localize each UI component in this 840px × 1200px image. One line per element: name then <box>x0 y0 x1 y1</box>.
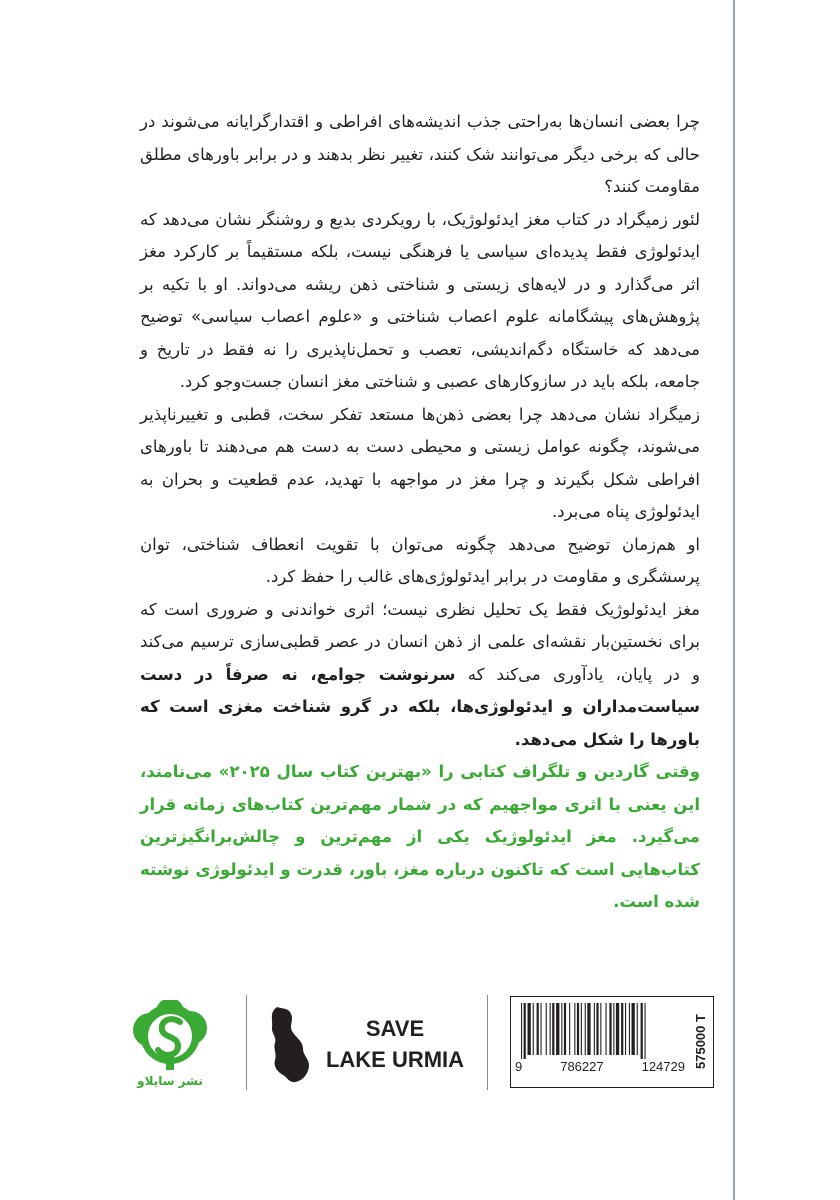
barcode-bar <box>581 1003 582 1055</box>
barcode-bar <box>637 1003 638 1055</box>
barcode-bar <box>596 1003 598 1055</box>
barcode-bar <box>556 1003 559 1055</box>
barcode-bar <box>561 1003 562 1055</box>
barcode-bar <box>621 1003 623 1055</box>
campaign-text <box>315 1013 475 1075</box>
barcode-bar <box>613 1003 614 1055</box>
barcode-bar <box>552 1003 554 1055</box>
publisher-logo <box>128 1000 212 1092</box>
barcode-bar <box>609 1003 611 1055</box>
save-lake-urmia-badge <box>263 1005 473 1090</box>
lake-urmia-map-icon <box>263 1005 315 1085</box>
barcode-bar <box>533 1003 534 1055</box>
blurb-paragraph-1: چرا بعضی انسان‌ها به‌راحتی جذب اندیشه‌های افراطی و اقتدارگرایانه می‌شوند در حالی که برخی دیگر می‌توانند شک کنند، تغییر نظر بدهند و در برابر باورهای مطلق مقاومت کنند؟ <box>140 112 700 196</box>
price-code: 575000 T <box>693 1014 708 1070</box>
barcode-bar <box>632 1003 635 1055</box>
campaign-line-1: SAVE <box>365 1016 425 1041</box>
barcode-bar <box>594 1003 595 1055</box>
isbn-number <box>515 1059 685 1074</box>
barcode-bar <box>585 1003 586 1055</box>
isbn-digit-group-2: 786227 <box>560 1059 604 1074</box>
barcode-bar <box>550 1003 551 1055</box>
blurb-paragraph-2: لئور زمیگراد در کتاب مغز ایدئولوژیک، با رویکردی بدیع و روشنگر نشان می‌دهد که ایدئولوژی فقط پدیده‌ای سیاسی یا فرهنگی نیست، بلکه مستقیماً بر کارکرد مغز اثر می‌گذارد و در لایه‌های زیستی و شناختی ذهن ریشه می‌دواند. او با تکیه بر پژوهش‌های پیشگامانه علوم اعصاب شناختی و «علوم اعصاب سیاسی» توضیح می‌دهد که خاستگاه دگم‌اندیشی، تعصب و تحمل‌ناپذیری را نه فقط در تاریخ و جامعه، بلکه باید در سازوکارهای عصبی و شناختی مغز انسان جست‌وجو کرد. <box>140 209 700 391</box>
barcode-bar <box>537 1003 539 1055</box>
barcode-bars <box>519 1003 689 1059</box>
blurb-paragraph-3: زمیگراد نشان می‌دهد چرا بعضی ذهن‌ها مستعد تفکر سخت، قطبی و تغییرناپذیر می‌شوند، چگونه عوامل زیستی و محیطی دست به دست هم می‌دهند تا باورهای افراطی شکل بگیرند و چرا مغز در مواجهه با تهدید، عدم قطعیت و بحران به ایدئولوژی پناه می‌برد. <box>140 404 700 521</box>
barcode-bar <box>625 1003 626 1055</box>
barcode-bar <box>641 1003 643 1059</box>
campaign-line-2: LAKE URMIA <box>325 1047 465 1072</box>
barcode-bar <box>546 1003 547 1055</box>
barcode-bar <box>587 1003 590 1055</box>
barcode-bar <box>606 1003 607 1055</box>
barcode-bar <box>577 1003 579 1055</box>
blurb-paragraph-6-highlight: وقتی گاردین و تلگراف کتابی را «بهترین کتاب سال ۲۰۲۵» می‌نامند، این یعنی با اثری مواجهیم که در شمار مهم‌ترین کتاب‌های زمانه قرار می‌گیرد. مغز ایدئولوژیک یکی از مهم‌ترین و چالش‌برانگیزترین کتاب‌هایی است که تاکنون درباره مغز، باور، قدرت و ایدئولوژی نوشته شده است. <box>140 762 700 911</box>
back-cover-blurb <box>140 106 700 919</box>
barcode-bar <box>541 1003 542 1055</box>
isbn-barcode <box>510 996 714 1088</box>
publisher-name: نشر سایلاو <box>137 1074 203 1088</box>
barcode-bar <box>616 1003 619 1055</box>
blurb-paragraph-5-text: مغز ایدئولوژیک فقط یک تحلیل نظری نیست؛ اثری خواندنی و ضروری است که برای نخستین‌بار نقشه‌ای علمی از ذهن انسان در عصر قطبی‌سازی ترسیم می‌کند و در پایان، یادآوری می‌کند که <box>140 599 701 684</box>
barcode-bar <box>574 1003 575 1055</box>
blurb-paragraph-5-bold: سرنوشت جوامع، نه صرفاً در دست سیاست‌مداران و ایدئولوژی‌ها، بلکه در گرو شناخت مغزی است که باورها را شکل می‌دهد. <box>140 664 700 749</box>
footer-divider-left <box>246 995 247 1090</box>
blurb-paragraph-4: او هم‌زمان توضیح می‌دهد چگونه می‌توان با تقویت انعطاف شناختی، توان پرسشگری و مقاومت در برابر ایدئولوژی‌های غالب را حفظ کرد. <box>140 534 700 586</box>
barcode-bar <box>521 1003 522 1059</box>
barcode-bar <box>524 1003 526 1059</box>
barcode-bar <box>629 1003 630 1055</box>
barcode-bar <box>600 1003 601 1055</box>
isbn-digit-group-1: 9 <box>515 1059 523 1074</box>
barcode-bar <box>645 1003 646 1059</box>
barcode-bar <box>569 1003 570 1055</box>
spine-divider-line <box>733 0 735 1200</box>
footer-divider-right <box>487 995 488 1090</box>
barcode-bar <box>528 1003 531 1055</box>
blurb-paragraph-5 <box>140 594 700 757</box>
barcode-bar <box>564 1003 566 1055</box>
isbn-digit-group-3: 124729 <box>641 1059 685 1074</box>
tree-logo-icon <box>128 1000 212 1078</box>
